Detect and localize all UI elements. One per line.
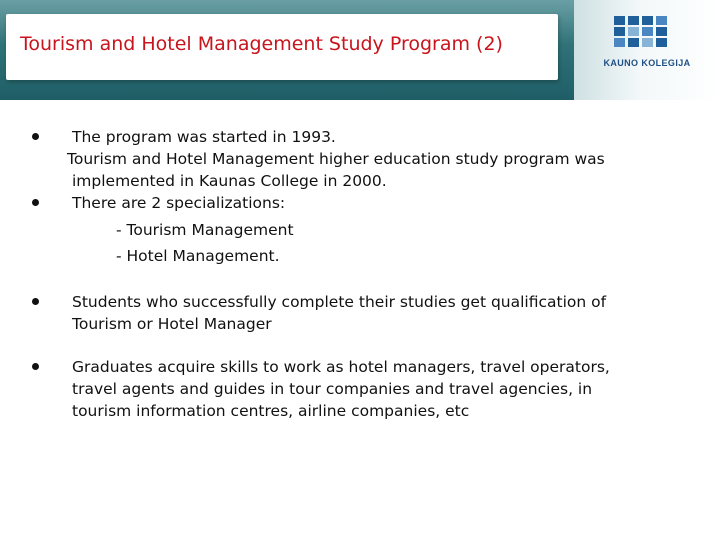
- bullet-4-line-3: tourism information centres, airline companies, etc: [72, 402, 470, 420]
- bullet-1-line-3: implemented in Kaunas College in 2000.: [72, 172, 387, 190]
- bullet-2-line-2: - Tourism Management: [116, 221, 294, 239]
- bullet-4-line-1: Graduates acquire skills to work as hotel managers, travel operators,: [72, 358, 610, 376]
- bullet-1-line-1: The program was started in 1993.: [72, 128, 336, 146]
- bullet-3-line-2: Tourism or Hotel Manager: [72, 315, 272, 333]
- bullet-dot-icon: [32, 298, 39, 305]
- logo-text: KAUNO KOLEGIJA: [603, 58, 691, 68]
- slide-title: Tourism and Hotel Management Study Program (2): [20, 33, 503, 55]
- bullet-dot-icon: [32, 199, 39, 206]
- bullet-dot-icon: [32, 363, 39, 370]
- bullet-1-line-2: Tourism and Hotel Management higher education study program was: [67, 150, 605, 168]
- bullet-2-line-3: - Hotel Management.: [116, 247, 280, 265]
- bullet-3-line-1: Students who successfully complete their studies get qualification of: [72, 293, 607, 311]
- bullet-4-line-2: travel agents and guides in tour companies and travel agencies, in: [72, 380, 593, 398]
- bullet-dot-icon: [32, 133, 39, 140]
- bullet-2-line-1: There are 2 specializations:: [72, 194, 286, 212]
